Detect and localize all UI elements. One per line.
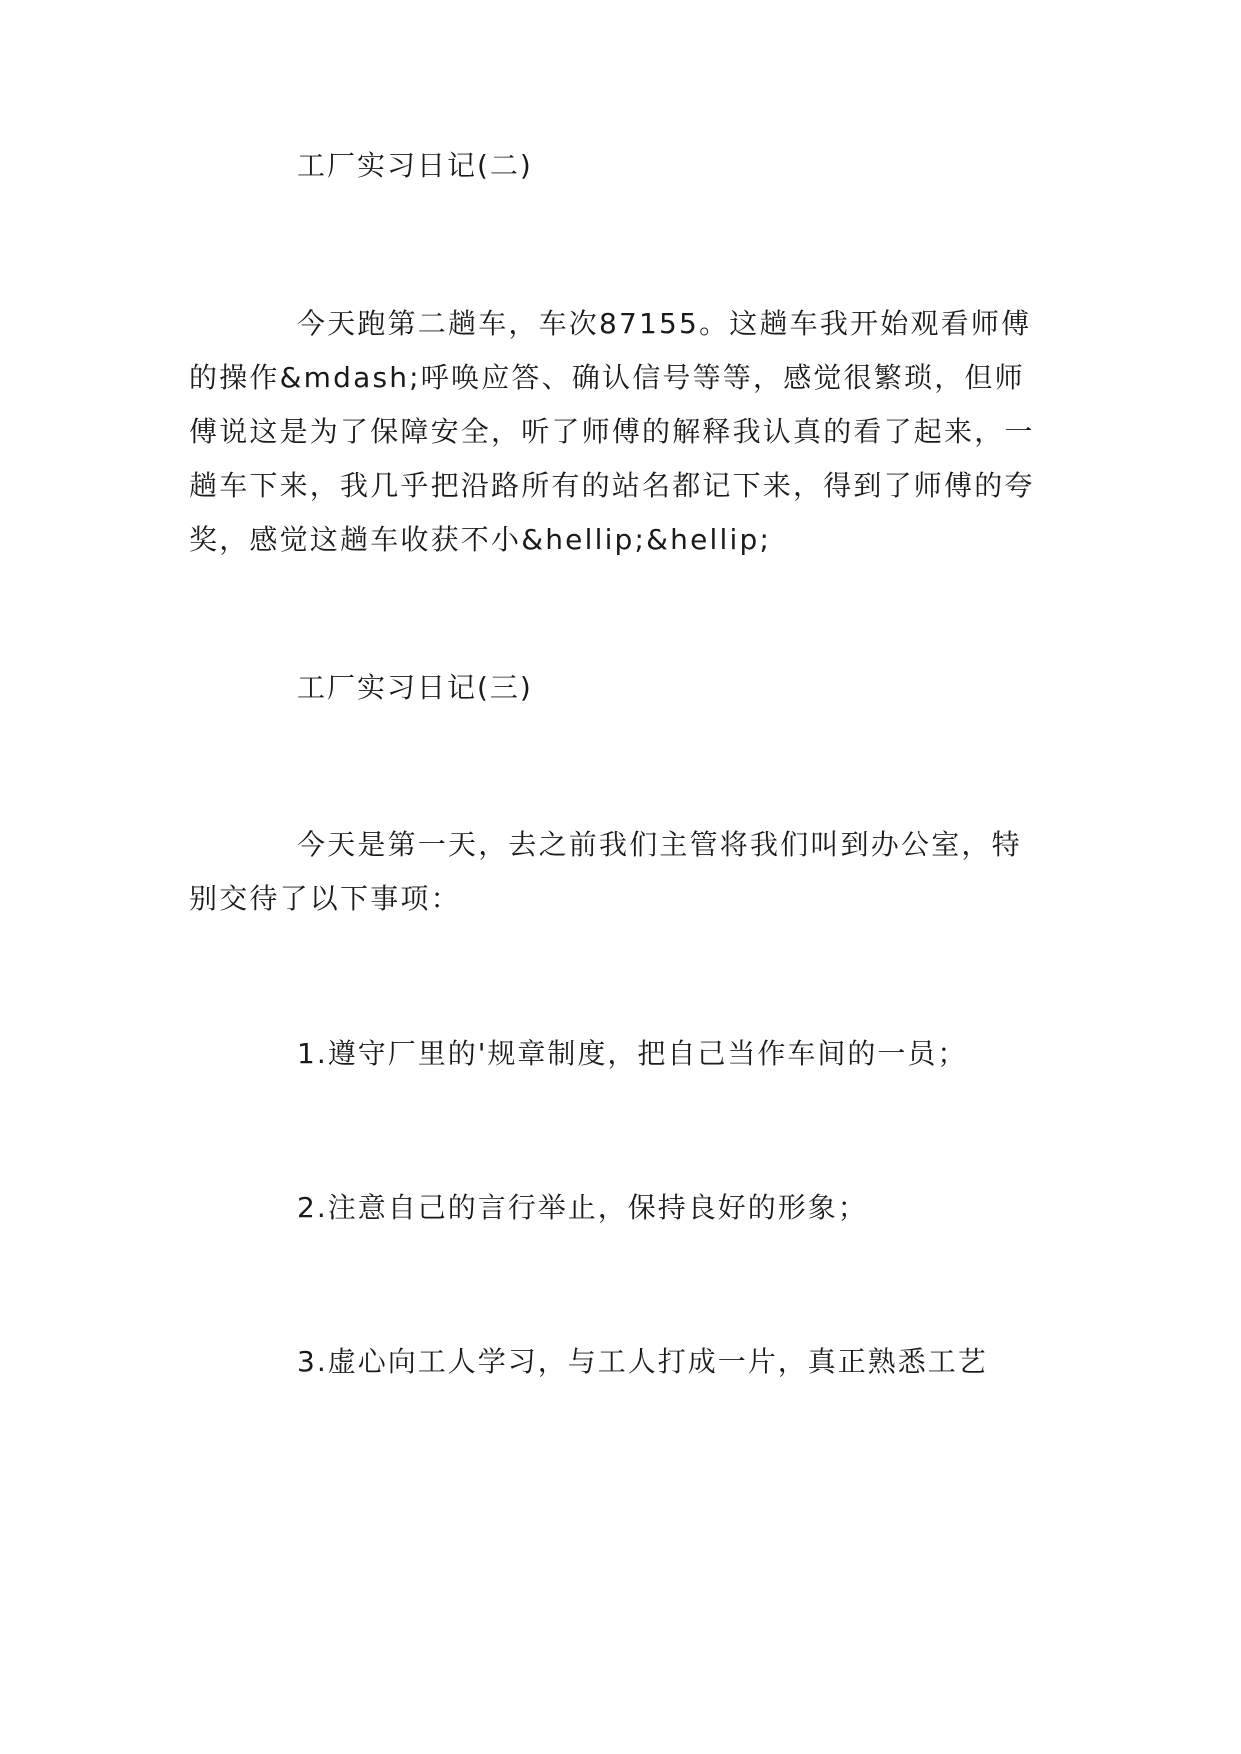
list-item: 2.注意自己的言行举止，保持良好的形象； xyxy=(297,1191,868,1224)
diary-heading-2: 工厂实习日记(二) xyxy=(297,149,533,182)
diary-paragraph-2: 今天跑第二趟车，车次87155。这趟车我开始观看师傅的操作&mdash;呼唤应答、确认信号等等，感觉很繁琐，但师傅说这是为了保障安全，听了师傅的解释我认真的看了起来，一趟车下来，我几乎把沿路所有的站名都记下来，得到了师傅的夸奖，感觉这趟车收获不小&hellip;&hellip; xyxy=(189,307,1035,556)
diary-heading-3: 工厂实习日记(三) xyxy=(297,671,533,704)
list-item: 3.虚心向工人学习，与工人打成一片，真正熟悉工艺 xyxy=(297,1345,988,1378)
diary-paragraph-3: 今天是第一天，去之前我们主管将我们叫到办公室，特别交待了以下事项： xyxy=(189,828,1022,915)
list-item: 1.遵守厂里的'规章制度，把自己当作车间的一员； xyxy=(297,1037,968,1070)
